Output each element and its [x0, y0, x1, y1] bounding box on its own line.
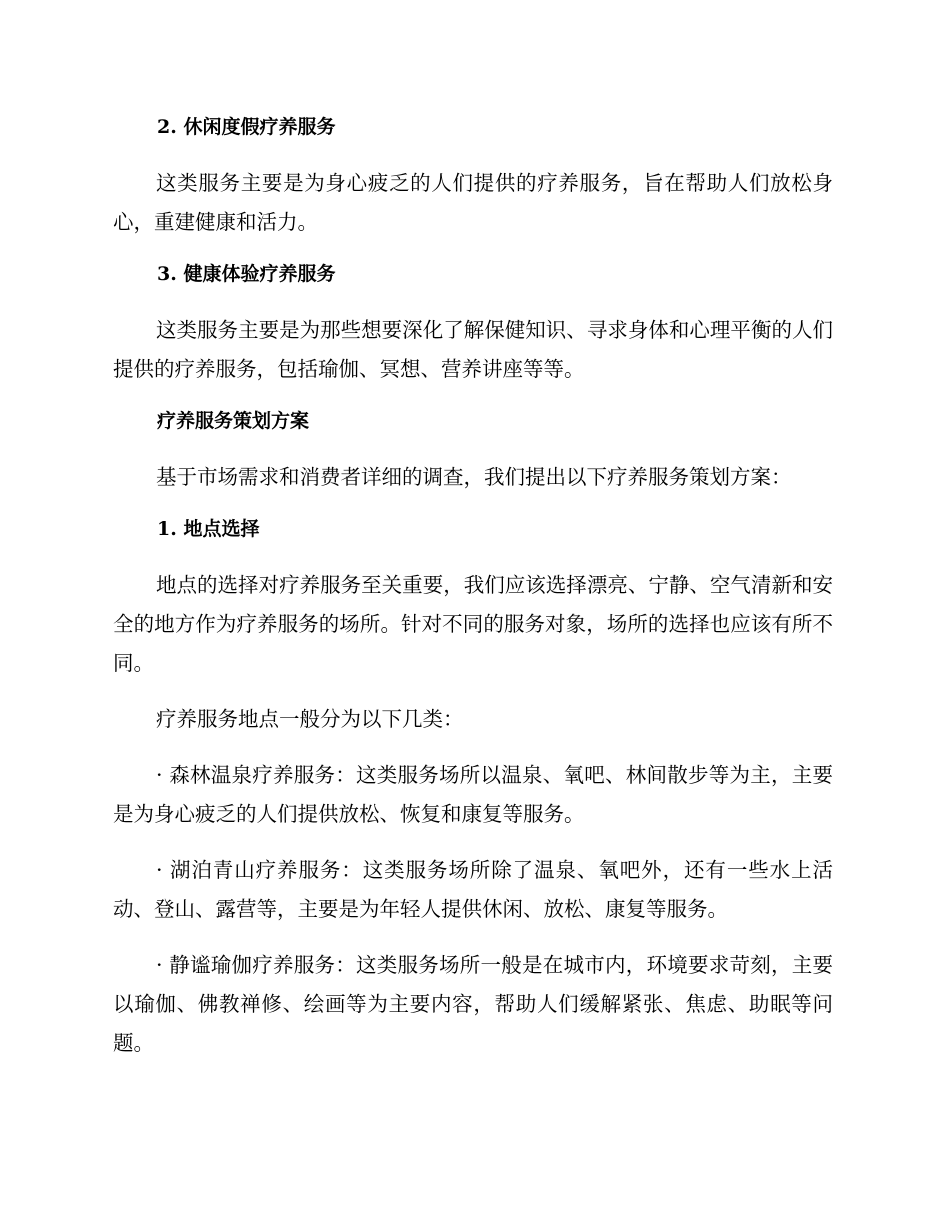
paragraph-plan-intro: 基于市场需求和消费者详细的调查，我们提出以下疗养服务策划方案： — [156, 465, 792, 489]
list-item-forest-hot-spring: · 森林温泉疗养服务：这类服务场所以温泉、氧吧、林间散步等为主，主要是为身心疲乏的人们提供放松、恢复和康复等服务。 — [113, 763, 833, 826]
list-item-quiet-yoga: · 静谧瑜伽疗养服务：这类服务场所一般是在城市内，环境要求苛刻，主要以瑜伽、佛教禅修、绘画等为主要内容，帮助人们缓解紧张、焦虑、助眠等问题。 — [113, 953, 833, 1055]
heading-health-experience-service: 3. 健康体验疗养服务 — [157, 263, 336, 285]
heading-location-selection: 1. 地点选择 — [157, 518, 260, 540]
list-item-lake-mountain: · 湖泊青山疗养服务：这类服务场所除了温泉、氧吧外，还有一些水上活动、登山、露营等，主要是为年轻人提供休闲、放松、康复等服务。 — [113, 858, 833, 921]
paragraph-health-experience-description: 这类服务主要是为那些想要深化了解保健知识、寻求身体和心理平衡的人们提供的疗养服务，包括瑜伽、冥想、营养讲座等等。 — [113, 318, 833, 381]
document-body — [113, 112, 833, 1080]
heading-leisure-vacation-service: 2. 休闲度假疗养服务 — [157, 116, 336, 138]
heading-service-plan: 疗养服务策划方案 — [157, 410, 310, 432]
paragraph-leisure-vacation-description: 这类服务主要是为身心疲乏的人们提供的疗养服务，旨在帮助人们放松身心，重建健康和活力。 — [113, 171, 833, 234]
paragraph-location-importance: 地点的选择对疗养服务至关重要，我们应该选择漂亮、宁静、空气清新和安全的地方作为疗养服务的场所。针对不同的服务对象，场所的选择也应该有所不同。 — [113, 573, 833, 675]
paragraph-location-categories-intro: 疗养服务地点一般分为以下几类： — [156, 707, 464, 731]
